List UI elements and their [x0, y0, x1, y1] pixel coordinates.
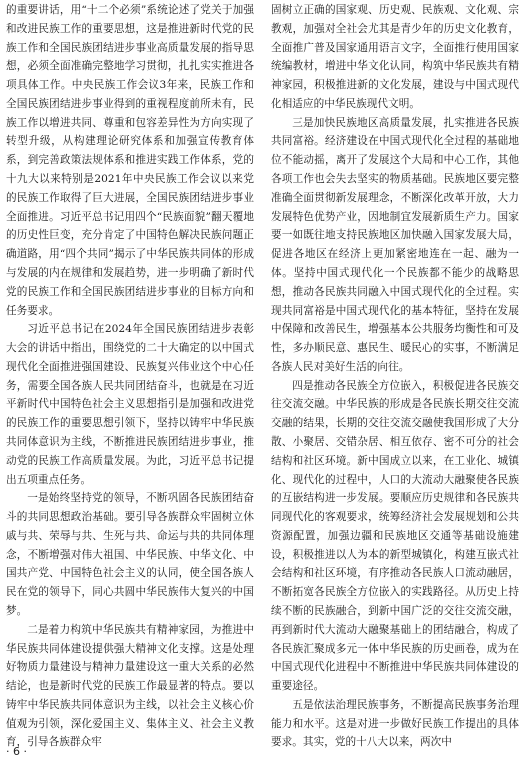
paragraph: 五是依法治理民族事务，不断提高民族事务治理能力和水平。这是对进一步做好民族工作提出的具体要求。其实，党的十八大以来，两次中: [271, 698, 519, 749]
paragraph: 二是着力构筑中华民族共有精神家园，为推进中华民族共同体建设提供强大精神文化支撑。这是处理好物质力量建设与精神力量建设这一重大关系的必然结论，也是新时代党的民族工作最显著的特点。要以铸牢中华民族共同体意识为主线，以社会主义核心价值观为引领，深化爱国主义、集体主义、社会主义教育，引导各族群众牢: [6, 623, 254, 749]
paragraph: 的重要讲话，用“十二个必须”系统论述了党关于加强和改进民族工作的重要思想，这是推进新时代党的民族工作和全国民族团结进步事业高质量发展的指导思想，必须全面准确完整地学习贯彻，扎扎实实推进各项具体工作。中央民族工作会议3年来，民族工作和全国民族团结进步事业得到的重视程度前所未有，民族工作以增进共同、尊重和包容差异性为方向实现了转型升级，从构建理论研究体系和加强宣传教育体系，到完善政策法规体系和推进实践工作体系，党的十九大以来特别是2021年中央民族工作会议以来党的民族工作取得了巨大进展，全国民族团结进步事业全面推进。习近平总书记用四个“民族面貌”翻天覆地的历史性巨变，充分肯定了中国特色解决民族问题正确道路，用“四个共同”揭示了中华民族共同体的形成与发展的内在规律和发展趋势，进一步明确了新时代党的民族工作和全国民族团结进步事业的目标方向和任务要求。: [6, 4, 254, 317]
page-number: · 6 ·: [6, 745, 27, 758]
right-column: [271, 0, 519, 752]
paragraph: 一是始终坚持党的领导，不断巩固各民族团结奋斗的共同思想政治基础。要引导各族群众牢固树立休戚与共、荣辱与共、生死与共、命运与共的共同体理念，不断增强对伟大祖国、中华民族、中华文化、中国共产党、中国特色社会主义的认同，使全国各族人民在党的领导下，同心共圆中华民族伟大复兴的中国梦。: [6, 492, 254, 617]
paragraph: 习近平总书记在2024年全国民族团结进步表彰大会的讲话中指出，围绕党的二十大确定的以中国式现代化全面推进强国建设、民族复兴伟业这个中心任务，需要全国各族人民共同团结奋斗，也就是在习近平新时代中国特色社会主义思想指引是加强和改进党的民族工作的重要思想引领下，坚持以铸牢中华民族共同体意识为主线，不断推进民族团结进步事业，推动党的民族工作高质量发展。为此，习近平总书记提出五项重点任务。: [6, 323, 254, 486]
left-column: [6, 0, 254, 752]
paragraph: 三是加快民族地区高质量发展，扎实推进各民族共同富裕。经济建设在中国式现代化全过程的基础地位不能动摇，离开了发展这个大局和中心工作，其他各项工作也会失去坚实的物质基础。民族地区要完整准确全面贯彻新发展理念，不断深化改革开放，大力发展特色优势产业，因地制宜发展新质生产力。国家要一如既往地支持民族地区加快融入国家发展大局，促进各地区在经济上更加紧密地连在一起、融为一体。坚持中国式现代化一个民族都不能少的战略思想，推动各民族共同融入中国式现代化的全过程。实现共同富裕是中国式现代化的基本特征，坚持在发展中保障和改善民生，增强基本公共服务均衡性和可及性，多办顺民意、惠民生、暖民心的实事，不断满足各族人民对美好生活的向往。: [271, 116, 519, 373]
paragraph: 四是推动各民族全方位嵌入，积极促进各民族交往交流交融。中华民族的形成是各民族长期交往交流交融的结果，长期的交往交流交融使我国形成了大分散、小聚居、交错杂居、相互依存、密不可分的社会结构和社区环境。新中国成立以来，在工业化、城镇化、现代化的过程中，人口的大流动大融聚使各民族的互嵌结构进一步发展。要顺应历史规律和各民族共同现代化的客观要求，统筹经济社会发展规划和公共资源配置，加强边疆和民族地区交通等基础设施建设，积极推进以人为本的新型城镇化，构建互嵌式社会结构和社区环境，有序推动各民族人口流动融居，不断拓宽各民族全方位嵌入的实践路径。从历史上持续不断的民族融合，到新中国广泛的交往交流交融，再到新时代大流动大融聚基础上的团结融合，构成了各民族汇聚成多元一体中华民族的历史画卷，成为在中国式现代化进程中不断推进中华民族共同体建设的重要途径。: [271, 379, 519, 693]
paragraph: 固树立正确的国家观、历史观、民族观、文化观、宗教观，加强对全社会尤其是青少年的历史文化教育，全面推广普及国家通用语言文字，全面推行使用国家统编教材，增进中华文化认同，构筑中华民族共有精神家园，积极推进新的文化发展，建设与中国式现代化相适应的中华民族现代文明。: [271, 4, 519, 110]
